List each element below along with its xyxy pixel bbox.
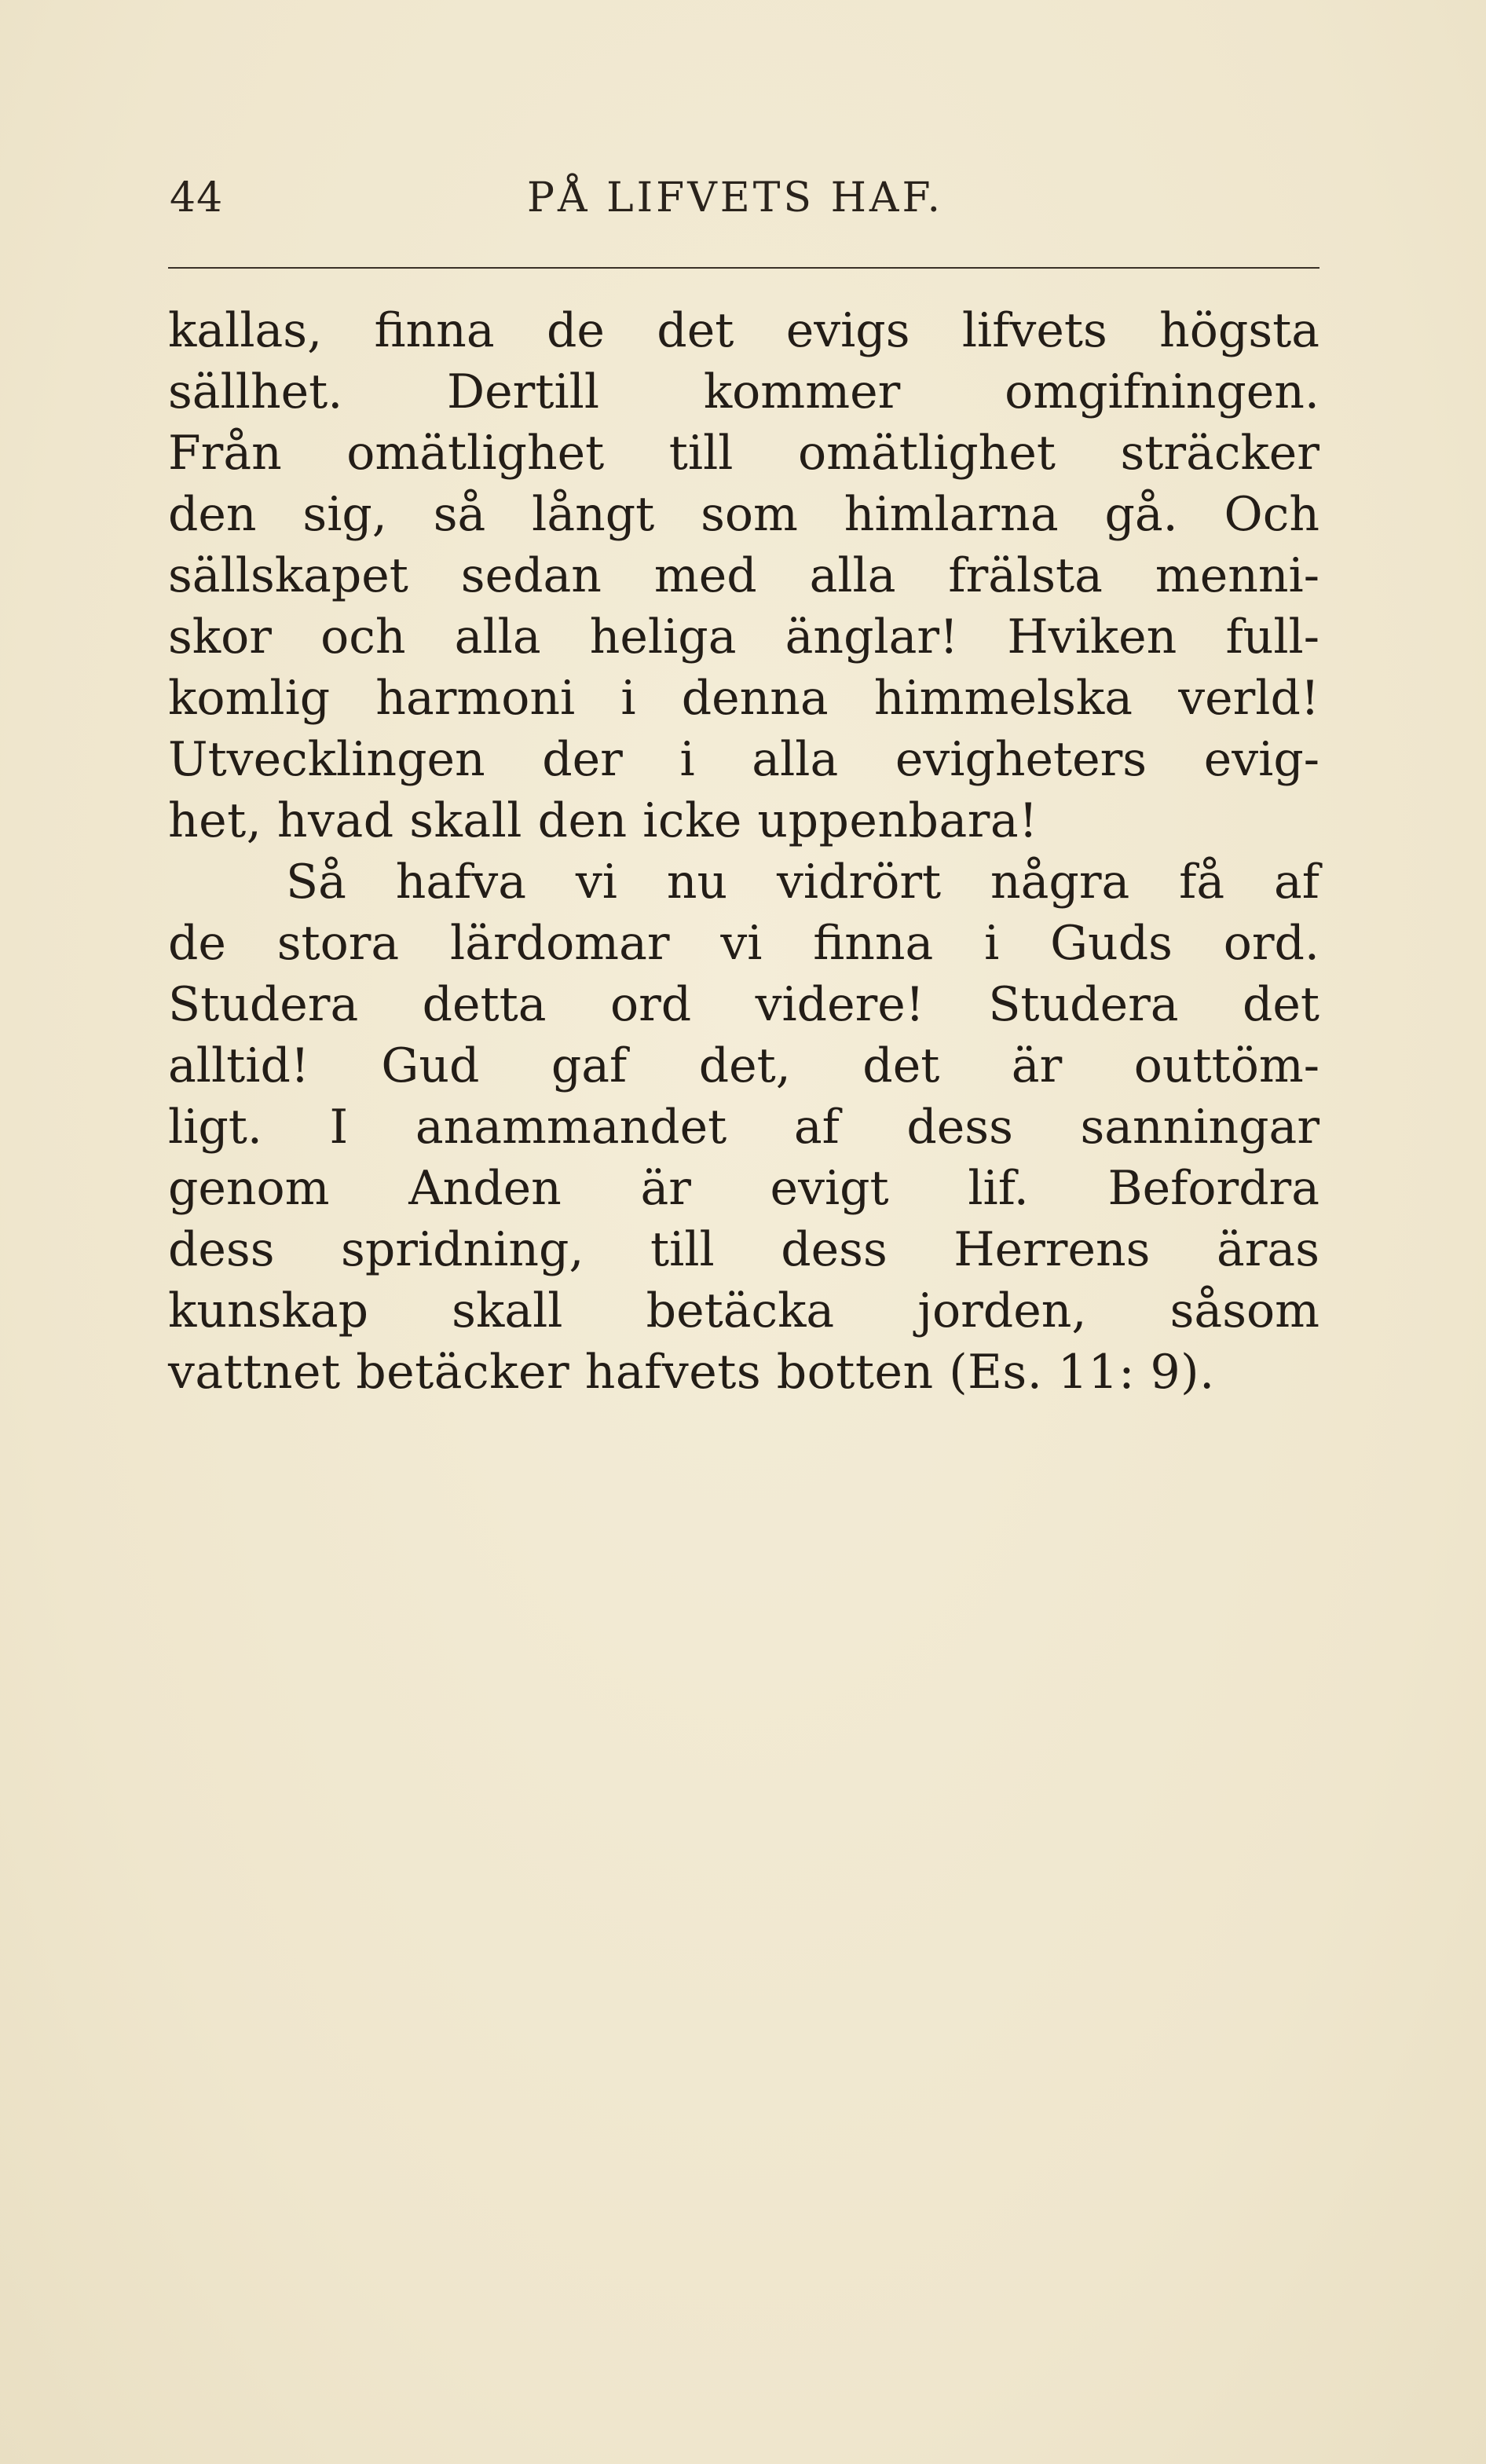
text-line: genom Anden är evigt lif. Befordra (168, 1161, 1319, 1216)
text-line: kallas, finna de det evigs lifvets högsta (168, 303, 1319, 358)
paragraph-start-line: Så hafva vi nu vidrört några få af (286, 855, 1319, 910)
paragraph-end-line: vattnet betäcker hafvets botten (Es. 11: 9). (168, 1345, 1215, 1400)
text-line: den sig, så långt som himlarna gå. Och (168, 487, 1319, 542)
body-text (168, 300, 1319, 1403)
paragraph-end-line: het, hvad skall den icke uppenbara! (168, 793, 1038, 848)
text-line: Utvecklingen der i alla evigheters evig- (168, 732, 1319, 787)
text-line: skor och alla heliga änglar! Hviken full- (168, 610, 1319, 665)
page-header (170, 174, 1316, 229)
text-line: komlig harmoni i denna himmelska verld! (168, 671, 1319, 726)
text-line: kunskap skall betäcka jorden, såsom (168, 1283, 1319, 1338)
text-line: sällskapet sedan med alla frälsta menni- (168, 548, 1319, 603)
text-line: alltid! Gud gaf det, det är outtöm- (168, 1038, 1319, 1093)
text-line: sällhet. Dertill kommer omgifningen. (168, 364, 1319, 419)
running-head: PÅ LIFVETS HAF. (527, 174, 943, 222)
page-number: 44 (170, 174, 224, 222)
text-line: ligt. I anammandet af dess sanningar (168, 1100, 1319, 1155)
header-rule (168, 267, 1319, 269)
text-line: Studera detta ord videre! Studera det (168, 977, 1319, 1032)
text-line: Från omätlighet till omätlighet sträcker (168, 426, 1319, 481)
text-line: de stora lärdomar vi finna i Guds ord. (168, 916, 1319, 971)
text-line: dess spridning, till dess Herrens äras (168, 1222, 1319, 1277)
